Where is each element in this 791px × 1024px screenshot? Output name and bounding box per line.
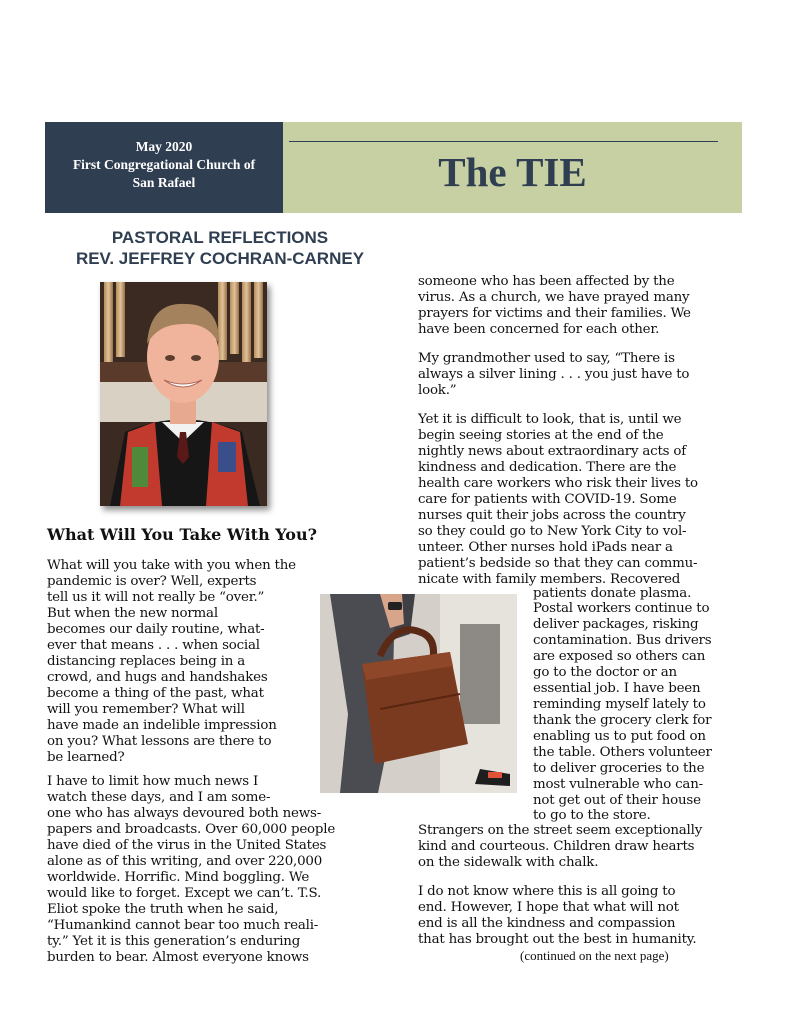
body-text-line: nightly news about extraordinary acts of <box>418 444 687 459</box>
body-text-line: begin seeing stories at the end of the <box>418 428 664 443</box>
body-text-line: Postal workers continue to <box>533 601 710 616</box>
body-text-line: the table. Others volunteer <box>533 745 712 760</box>
church-name-line2: San Rafael <box>132 175 196 190</box>
body-text-line: Eliot spoke the truth when he said, <box>47 902 279 917</box>
continued-note: (continued on the next page) <box>520 948 669 963</box>
pastor-portrait-illustration <box>100 282 267 506</box>
body-text-line: not get out of their house <box>533 793 701 808</box>
body-text-line: will you remember? What will <box>47 702 245 717</box>
body-text-line: would like to forget. Except we can’t. T.S. <box>47 886 322 901</box>
body-text-line: are exposed so others can <box>533 649 706 664</box>
body-text-line: to go to the store. <box>533 808 651 823</box>
section-subheading: REV. JEFFREY COCHRAN-CARNEY <box>75 249 365 268</box>
body-text-line: essential job. I have been <box>533 681 701 696</box>
masthead-rule <box>289 141 718 142</box>
body-text-line: health care workers who risk their lives to <box>418 476 698 491</box>
body-text-line: someone who has been affected by the <box>418 274 675 289</box>
section-heading: PASTORAL REFLECTIONS <box>111 228 329 247</box>
body-text-line: worldwide. Horrific. Mind boggling. We <box>47 870 310 885</box>
body-text-line: nurses quit their jobs across the country <box>418 508 686 523</box>
body-text-line: that has brought out the best in humanity. <box>418 932 697 947</box>
briefcase-photo-illustration <box>320 594 517 793</box>
body-text-line: My grandmother used to say, “There is <box>418 351 675 366</box>
body-text-line: patients donate plasma. <box>533 586 692 601</box>
body-text-line: become a thing of the past, what <box>47 686 264 701</box>
body-text-line: nicate with family members. Recovered <box>418 572 681 587</box>
body-text-line: be learned? <box>47 750 125 765</box>
body-text-line: What will you take with you when the <box>47 558 296 573</box>
body-text-line: ever that means . . . when social <box>47 638 260 653</box>
body-text-line: kindness and dedication. There are the <box>418 460 677 475</box>
body-text-line: one who has always devoured both news- <box>47 806 322 821</box>
body-text-line: tell us it will not really be “over.” <box>47 590 265 605</box>
briefcase-photo <box>320 594 517 793</box>
body-text-line: have made an indelible impression <box>47 718 277 733</box>
body-text-line: papers and broadcasts. Over 60,000 people <box>47 822 336 837</box>
body-text-line: virus. As a church, we have prayed many <box>418 290 690 305</box>
body-text-line: contamination. Bus drivers <box>533 633 712 648</box>
body-text-line: prayers for victims and their families. We <box>418 306 691 321</box>
body-text-line: have been concerned for each other. <box>418 322 660 337</box>
body-text-line: kind and courteous. Children draw hearts <box>418 839 695 854</box>
body-text-line: alone as of this writing, and over 220,000 <box>47 854 323 869</box>
body-text-line: have died of the virus in the United States <box>47 838 327 853</box>
body-text-line: enabling us to put food on <box>533 729 706 744</box>
body-text-line: always a silver lining . . . you just have to <box>418 367 690 382</box>
body-text-line: patient’s bedside so that they can commu- <box>418 556 698 571</box>
body-text-line: But when the new normal <box>47 606 218 621</box>
body-text-line: I do not know where this is all going to <box>418 884 676 899</box>
body-text-line: go to the doctor or an <box>533 665 677 680</box>
newsletter-title: The TIE <box>438 149 587 195</box>
body-text-line: watch these days, and I am some- <box>47 790 271 805</box>
body-text-line: thank the grocery clerk for <box>533 713 712 728</box>
body-text-line: reminding myself lately to <box>533 697 706 712</box>
body-text-line: unteer. Other nurses hold iPads near a <box>418 540 673 555</box>
body-text-line: end is all the kindness and compassion <box>418 916 676 931</box>
body-text-line: end. However, I hope that what will not <box>418 900 679 915</box>
body-text-line: distancing replaces being in a <box>47 654 246 669</box>
issue-date: May 2020 <box>135 139 193 154</box>
pastor-portrait-photo <box>100 282 267 506</box>
body-text-line: look.” <box>418 383 457 398</box>
body-text-line: on the sidewalk with chalk. <box>418 855 599 870</box>
masthead-title-block <box>283 122 742 213</box>
body-text-line: I have to limit how much news I <box>47 774 259 789</box>
body-text-line: care for patients with COVID-19. Some <box>418 492 677 507</box>
body-text-line: on you? What lessons are there to <box>47 734 272 749</box>
body-text-line: Strangers on the street seem exceptionally <box>418 823 703 838</box>
body-text-line: ty.” Yet it is this generation’s enduring <box>47 934 301 949</box>
body-text-line: to deliver groceries to the <box>533 761 705 776</box>
body-text-line: deliver packages, risking <box>533 617 699 632</box>
body-text-line: “Humankind cannot bear too much reali- <box>47 918 319 933</box>
body-text-line: Yet it is difficult to look, that is, until we <box>418 412 682 427</box>
church-name-line1: First Congregational Church of <box>72 157 256 172</box>
body-text-line: pandemic is over? Well, experts <box>47 574 257 589</box>
body-text-line: burden to bear. Almost everyone knows <box>47 950 309 965</box>
article-title: What Will You Take With You? <box>47 525 317 544</box>
body-text-line: crowd, and hugs and handshakes <box>47 670 268 685</box>
body-text-line: so they could go to New York City to vol- <box>418 524 687 539</box>
masthead-info-block <box>45 122 283 213</box>
body-text-line: most vulnerable who can- <box>533 777 703 792</box>
body-text-line: becomes our daily routine, what- <box>47 622 265 637</box>
